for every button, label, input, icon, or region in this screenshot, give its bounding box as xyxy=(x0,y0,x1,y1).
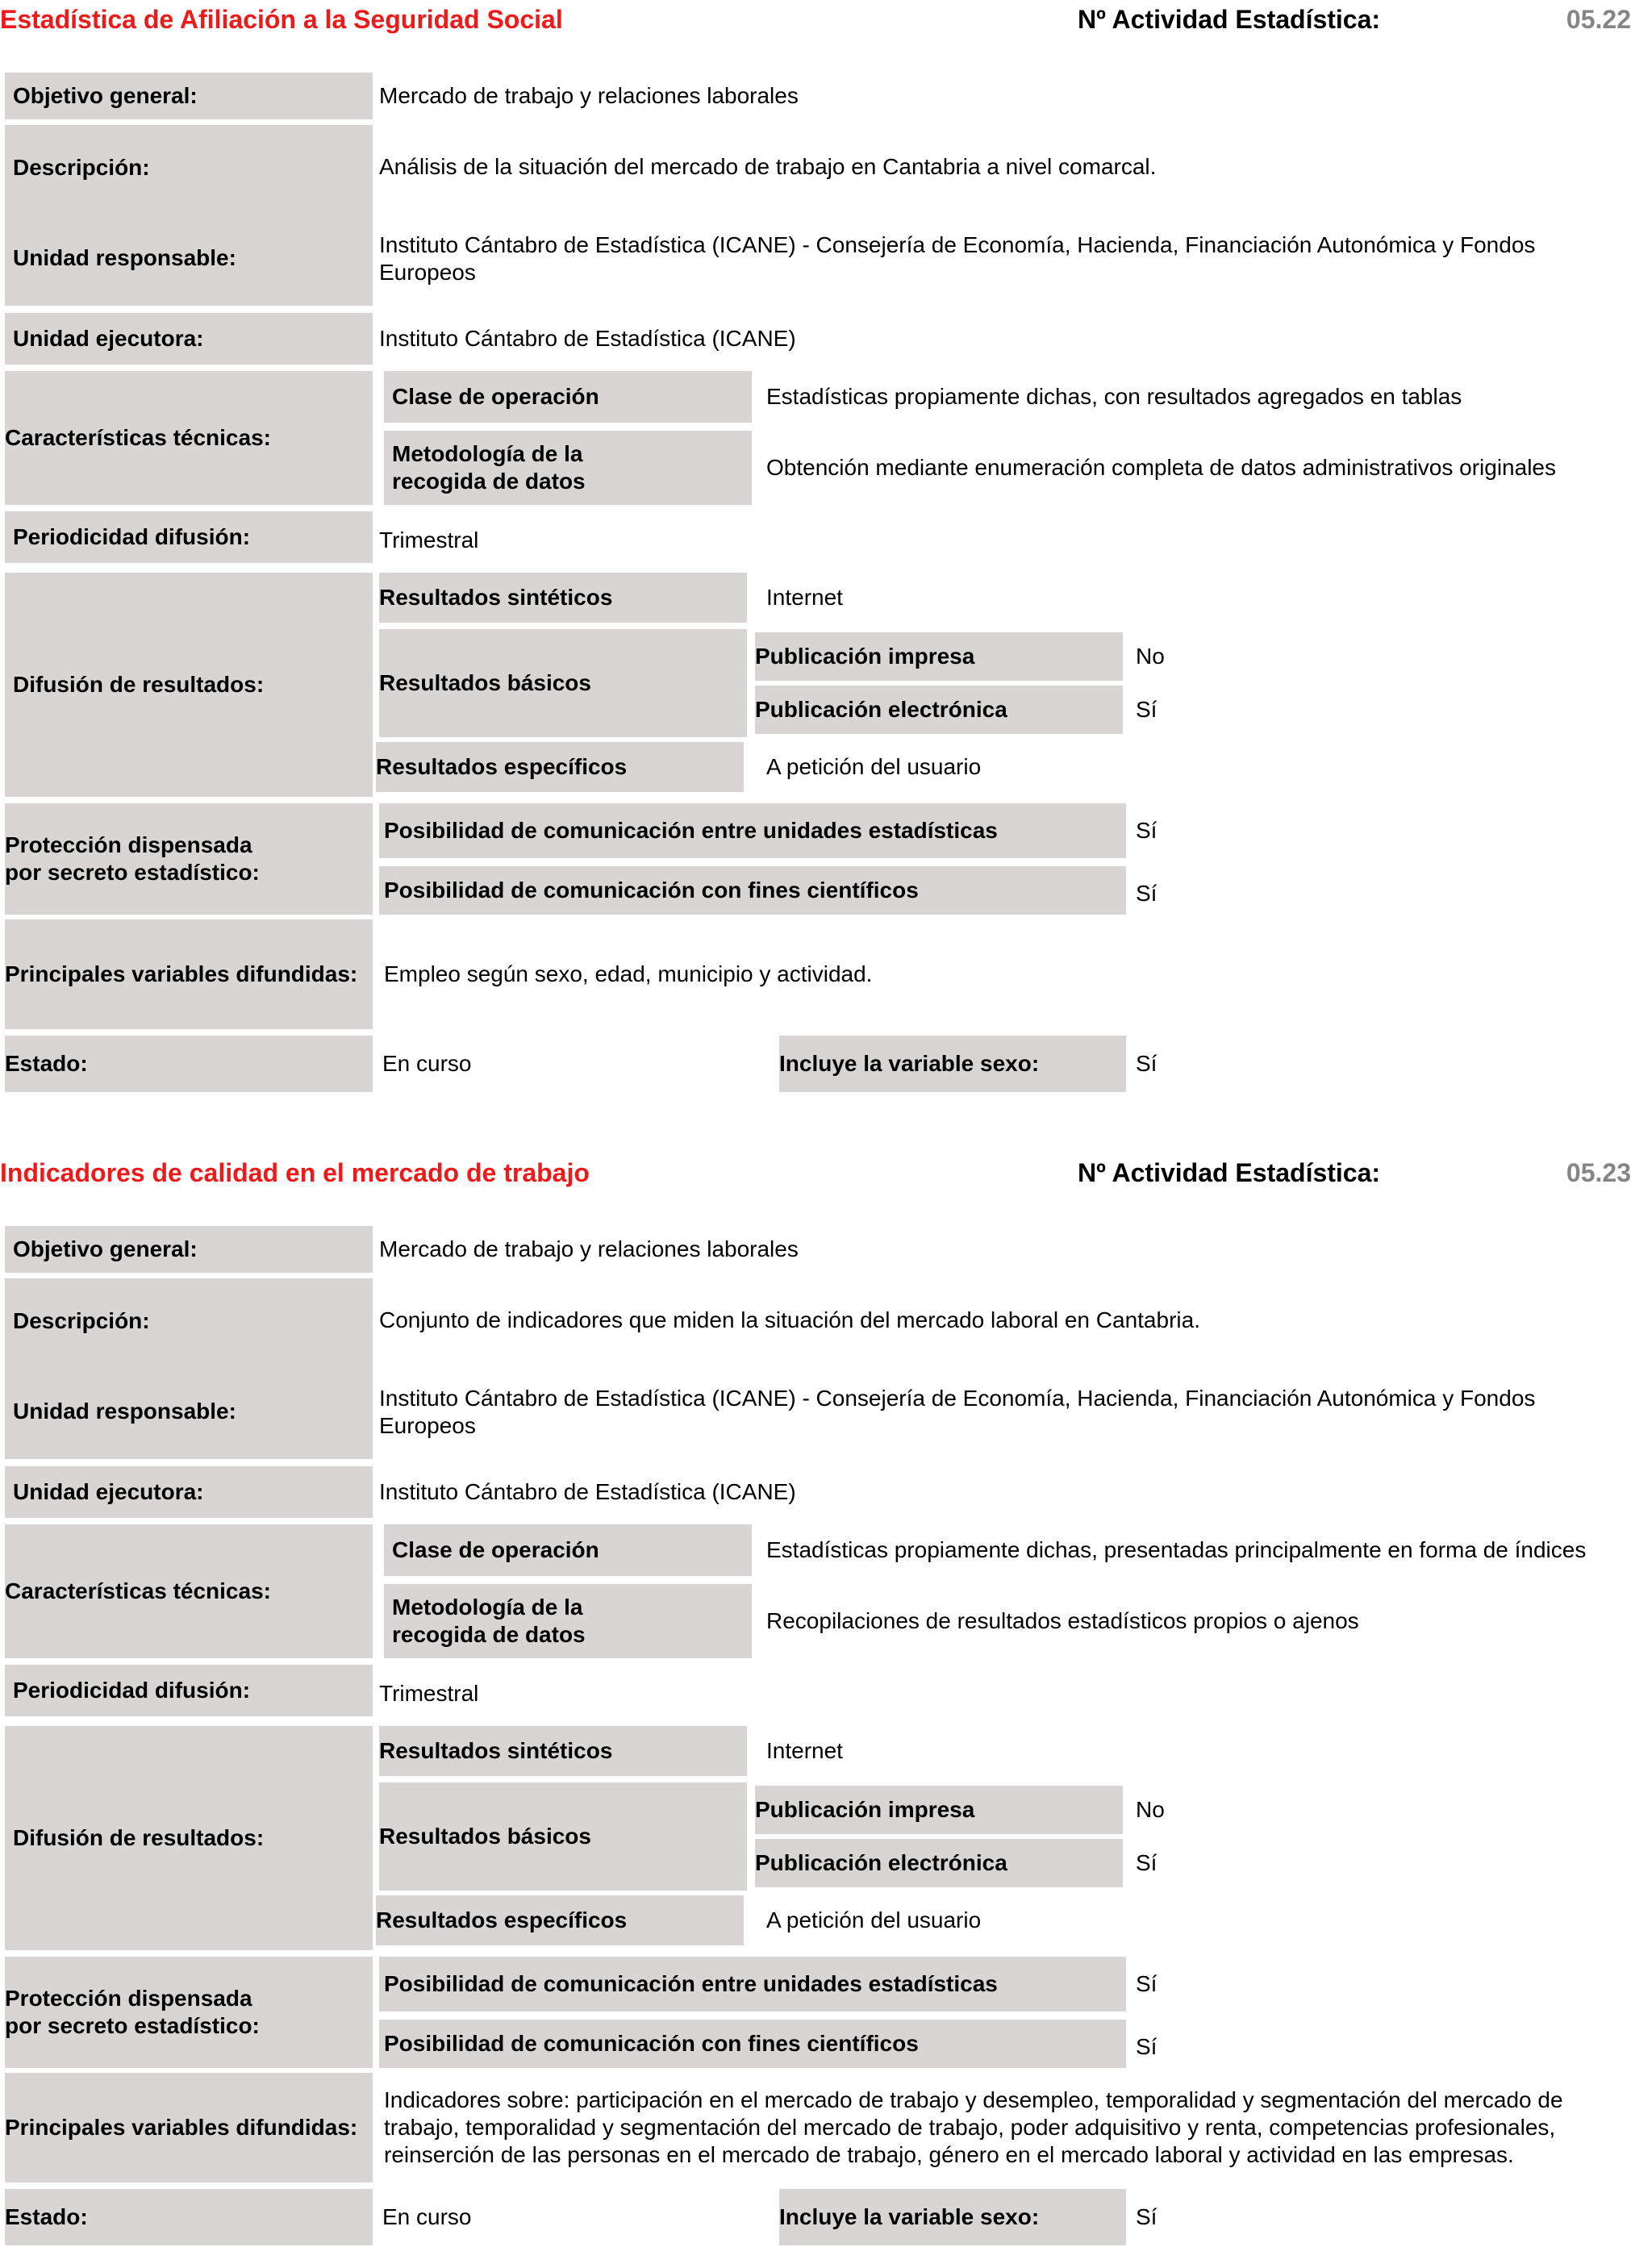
clase-operacion-value: Estadísticas propiamente dichas, con resultados agregados en tablas xyxy=(766,384,1462,409)
publicacion-electronica-value: Sí xyxy=(1136,1850,1158,1875)
objetivo-label: Objetivo general: xyxy=(5,73,373,119)
proteccion-label: Protección dispensada por secreto estadístico: xyxy=(5,803,373,915)
statistics-sheet xyxy=(0,5,1631,1115)
publicacion-impresa-value: No xyxy=(1136,1797,1165,1822)
unidad-responsable-label: Unidad responsable: xyxy=(5,211,373,306)
variables-label: Principales variables difundidas: xyxy=(5,2073,373,2183)
descripcion-label: Descripción: xyxy=(5,1278,373,1364)
estado-label: Estado: xyxy=(5,1036,373,1092)
incluye-sexo-label: Incluye la variable sexo: xyxy=(779,2189,1126,2245)
metodologia-value: Recopilaciones de resultados estadísticos propios o ajenos xyxy=(766,1608,1359,1633)
metodologia-label: Metodología de la recogida de datos xyxy=(384,431,752,505)
incluye-sexo-value: Sí xyxy=(1136,2204,1158,2229)
unidad-ejecutora-label: Unidad ejecutora: xyxy=(5,1466,373,1518)
resultados-sinteticos-value: Internet xyxy=(766,585,843,610)
estado-label: Estado: xyxy=(5,2189,373,2245)
publicacion-electronica-label: Publicación electrónica xyxy=(755,686,1123,734)
operation-title: Indicadores de calidad en el mercado de trabajo xyxy=(0,1158,590,1187)
publicacion-impresa-label: Publicación impresa xyxy=(755,1786,1123,1834)
comunicacion-cientificos-value: Sí xyxy=(1136,2034,1158,2059)
unidad-responsable-value: Instituto Cántabro de Estadística (ICANE) - Consejería de Economía, Hacienda, Financiación Autonómica y Fondos Europeos xyxy=(379,1386,1536,1438)
difusion-label: Difusión de resultados: xyxy=(5,573,373,797)
clase-operacion-value: Estadísticas propiamente dichas, presentadas principalmente en forma de índices xyxy=(766,1537,1587,1562)
unidad-ejecutora-value: Instituto Cántabro de Estadística (ICANE) xyxy=(379,326,796,351)
activity-number-label: Nº Actividad Estadística: xyxy=(1078,5,1381,34)
difusion-label: Difusión de resultados: xyxy=(5,1726,373,1950)
variables-value: Empleo según sexo, edad, municipio y actividad. xyxy=(384,961,873,986)
clase-operacion-label: Clase de operación xyxy=(384,371,752,423)
objetivo-value: Mercado de trabajo y relaciones laborales xyxy=(379,83,799,108)
proteccion-label: Protección dispensada por secreto estadístico: xyxy=(5,1957,373,2068)
resultados-especificos-value: A petición del usuario xyxy=(766,754,982,779)
unidad-ejecutora-label: Unidad ejecutora: xyxy=(5,313,373,365)
estado-value: En curso xyxy=(382,2204,472,2229)
descripcion-value: Conjunto de indicadores que miden la situación del mercado laboral en Cantabria. xyxy=(379,1307,1200,1332)
comunicacion-cientificos-label: Posibilidad de comunicación con fines científicos xyxy=(379,866,1126,915)
comunicacion-unidades-value: Sí xyxy=(1136,1971,1158,1996)
variables-label: Principales variables difundidas: xyxy=(5,919,373,1029)
publicacion-electronica-value: Sí xyxy=(1136,697,1158,722)
descripcion-label: Descripción: xyxy=(5,125,373,211)
activity-number: 05.23 xyxy=(1566,1158,1631,1187)
publicacion-impresa-label: Publicación impresa xyxy=(755,632,1123,681)
comunicacion-unidades-label: Posibilidad de comunicación entre unidades estadísticas xyxy=(379,803,1126,858)
periodicidad-label: Periodicidad difusión: xyxy=(5,511,373,563)
resultados-sinteticos-label: Resultados sintéticos xyxy=(379,1726,747,1776)
incluye-sexo-label: Incluye la variable sexo: xyxy=(779,1036,1126,1092)
unidad-ejecutora-value: Instituto Cántabro de Estadística (ICANE) xyxy=(379,1479,796,1504)
operation-title: Estadística de Afiliación a la Seguridad Social xyxy=(0,5,563,34)
resultados-basicos-label: Resultados básicos xyxy=(379,1782,747,1891)
descripcion-value: Análisis de la situación del mercado de trabajo en Cantabria a nivel comarcal. xyxy=(379,154,1157,179)
resultados-especificos-value: A petición del usuario xyxy=(766,1907,982,1932)
statistics-sheet xyxy=(0,1158,1631,2268)
variables-value: Indicadores sobre: participación en el mercado de trabajo y desempleo, temporalidad y segmentación del mercado de trabajo, temporalidad y segmentación del mercado de trabajo, poder adquisitivo y renta, competencias profesionales, reinserción de las personas en el mercado de trabajo, género en el mercado laboral y actividad en las empresas. xyxy=(384,2087,1563,2167)
clase-operacion-label: Clase de operación xyxy=(384,1524,752,1576)
comunicacion-cientificos-label: Posibilidad de comunicación con fines científicos xyxy=(379,2020,1126,2068)
publicacion-electronica-label: Publicación electrónica xyxy=(755,1839,1123,1887)
resultados-sinteticos-value: Internet xyxy=(766,1738,843,1763)
periodicidad-label: Periodicidad difusión: xyxy=(5,1665,373,1716)
objetivo-label: Objetivo general: xyxy=(5,1226,373,1273)
comunicacion-cientificos-value: Sí xyxy=(1136,881,1158,906)
estado-value: En curso xyxy=(382,1051,472,1076)
comunicacion-unidades-value: Sí xyxy=(1136,818,1158,843)
periodicidad-value: Trimestral xyxy=(379,527,479,552)
periodicidad-value: Trimestral xyxy=(379,1681,479,1706)
caracteristicas-label: Características técnicas: xyxy=(5,371,373,505)
metodologia-label: Metodología de la recogida de datos xyxy=(384,1584,752,1658)
objetivo-value: Mercado de trabajo y relaciones laborales xyxy=(379,1236,799,1261)
activity-number: 05.22 xyxy=(1566,5,1631,34)
metodologia-value: Obtención mediante enumeración completa de datos administrativos originales xyxy=(766,455,1556,480)
incluye-sexo-value: Sí xyxy=(1136,1051,1158,1076)
resultados-especificos-label: Resultados específicos xyxy=(376,742,744,792)
resultados-sinteticos-label: Resultados sintéticos xyxy=(379,573,747,623)
caracteristicas-label: Características técnicas: xyxy=(5,1524,373,1658)
unidad-responsable-label: Unidad responsable: xyxy=(5,1364,373,1459)
resultados-especificos-label: Resultados específicos xyxy=(376,1895,744,1945)
resultados-basicos-label: Resultados básicos xyxy=(379,629,747,737)
comunicacion-unidades-label: Posibilidad de comunicación entre unidades estadísticas xyxy=(379,1957,1126,2012)
activity-number-label: Nº Actividad Estadística: xyxy=(1078,1158,1381,1187)
unidad-responsable-value: Instituto Cántabro de Estadística (ICANE) - Consejería de Economía, Hacienda, Financiación Autonómica y Fondos Europeos xyxy=(379,232,1536,285)
publicacion-impresa-value: No xyxy=(1136,644,1165,669)
